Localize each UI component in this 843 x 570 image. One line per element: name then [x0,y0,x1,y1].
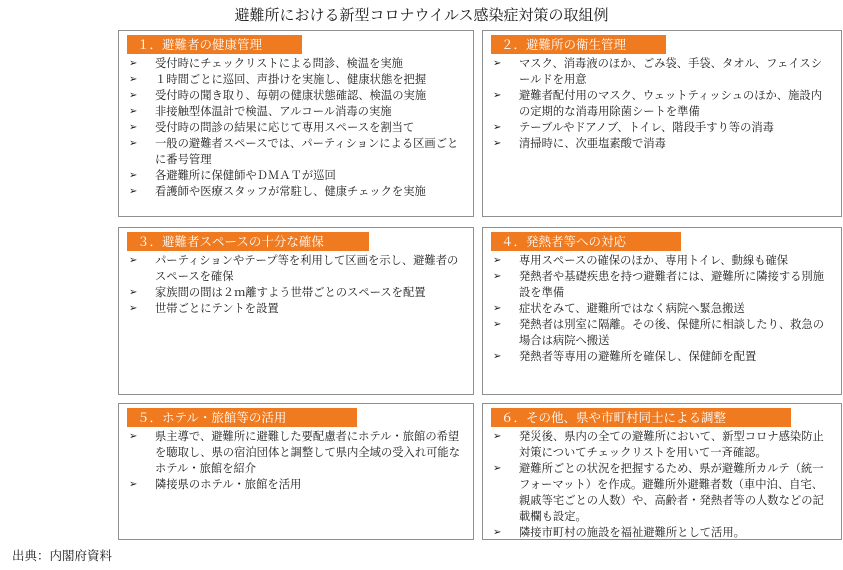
list-item-text: 受付時の問診の結果に応じて専用スペースを割当て [155,121,415,134]
list-item [129,136,465,168]
list-item [493,56,833,88]
list-item [493,88,833,120]
list-item-text: 隣接県のホテル・旅館を活用 [155,478,302,491]
list-item [129,88,465,104]
panel-heading: ４．発熱者等への対応 [491,232,681,251]
panel-space-securing [118,227,474,395]
list-item [129,477,465,493]
list-item [493,269,833,301]
list-item [493,120,833,136]
list-item-text: 発熱者等専用の避難所を確保し、保健師を配置 [519,350,757,363]
list-item [493,525,833,540]
list-item-text: パーティションやテープ等を利用して区画を示し、避難者のスペースを確保 [155,254,459,283]
arrow-bullet-icon: ➢ [129,58,138,69]
bullet-list [129,253,465,317]
arrow-bullet-icon: ➢ [129,74,138,85]
arrow-bullet-icon: ➢ [493,319,502,330]
list-item-text: １時間ごとに巡回、声掛けを実施し、健康状態を把握 [155,73,427,86]
list-item [129,104,465,120]
list-item-text: 受付時の聞き取り、毎朝の健康状態確認、検温の実施 [155,89,427,102]
arrow-bullet-icon: ➢ [493,527,502,538]
list-item [129,120,465,136]
arrow-bullet-icon: ➢ [129,90,138,101]
list-item-text: マスク、消毒液のほか、ごみ袋、手袋、タオル、フェイスシールドを用意 [519,57,822,86]
arrow-bullet-icon: ➢ [129,431,138,442]
source-note: 出典：内閣府資料 [12,548,113,563]
bullet-list [493,429,833,540]
panel-heading: ３．避難者スペースの十分な確保 [127,232,369,251]
arrow-bullet-icon: ➢ [129,186,138,197]
panel-heading: １．避難者の健康管理 [127,35,302,54]
list-item-text: 避難所ごとの状況を把握するため、県が避難所カルテ（統一フォーマット）を作成。避難所外避難者数（車中泊、自宅、親戚等宅ごとの人数）や、高齢者・発熱者等の人数などの記載欄も設定。 [519,462,824,523]
panel-hygiene-management [482,30,842,217]
list-item [129,168,465,184]
arrow-bullet-icon: ➢ [493,463,502,474]
list-item [493,317,833,349]
arrow-bullet-icon: ➢ [129,138,138,149]
list-item-text: 一般の避難者スペースでは、パーティションによる区画ごとに番号管理 [155,137,459,166]
arrow-bullet-icon: ➢ [493,122,502,133]
list-item-text: 専用スペースの確保のほか、専用トイレ、動線も確保 [519,254,789,267]
list-item [493,461,833,525]
list-item-text: テーブルやドアノブ、トイレ、階段手すり等の消毒 [519,121,774,134]
list-item [129,285,465,301]
list-item-text: 発災後、県内の全ての避難所において、新型コロナ感染防止対策についてチェックリストを用いて一斉確認。 [519,430,824,459]
list-item-text: 受付時にチェックリストによる問診、検温を実施 [155,57,403,70]
bullet-list [129,56,465,200]
arrow-bullet-icon: ➢ [493,58,502,69]
arrow-bullet-icon: ➢ [493,303,502,314]
panel-heading: ２．避難所の衛生管理 [491,35,666,54]
arrow-bullet-icon: ➢ [129,303,138,314]
arrow-bullet-icon: ➢ [129,479,138,490]
panel-coordination [482,403,842,540]
list-item [493,136,833,152]
panel-fever-response [482,227,842,395]
list-item [493,429,833,461]
arrow-bullet-icon: ➢ [493,138,502,149]
list-item-text: 避難者配付用のマスク、ウェットティッシュのほか、施設内の定期的な消毒用除菌シートを準備 [519,89,822,118]
list-item [129,301,465,317]
arrow-bullet-icon: ➢ [129,106,138,117]
list-item-text: 世帯ごとにテントを設置 [155,302,279,315]
list-item-text: 非接触型体温計で検温、アルコール消毒の実施 [155,105,392,118]
page-title: 避難所における新型コロナウイルス感染症対策の取組例 [234,6,609,24]
bullet-list [129,429,465,493]
arrow-bullet-icon: ➢ [493,255,502,266]
list-item [129,72,465,88]
list-item-text: 看護師や医療スタッフが常駐し、健康チェックを実施 [155,185,426,198]
list-item-text: 発熱者は別室に隔離。その後、保健所に相談したり、救急の場合は病院へ搬送 [519,318,825,347]
list-item-text: 各避難所に保健師やＤＭＡＴが巡回 [155,169,336,182]
list-item-text: 県主導で、避難所に避難した要配慮者にホテル・旅館の希望を聴取し、県の宿泊団体と調整して県内全域の受入れ可能なホテル・旅館を紹介 [155,430,461,475]
list-item [129,184,465,200]
arrow-bullet-icon: ➢ [493,431,502,442]
arrow-bullet-icon: ➢ [493,271,502,282]
list-item [493,301,833,317]
bullet-list [493,253,833,365]
panel-health-management [118,30,474,217]
list-item-text: 清掃時に、次亜塩素酸で消毒 [519,137,666,150]
panel-hotel-usage [118,403,474,540]
panel-heading: ６．その他、県や市町村同士による調整 [491,408,791,427]
arrow-bullet-icon: ➢ [493,351,502,362]
list-item-text: 家族間の間は２ｍ離すよう世帯ごとのスペースを配置 [155,286,426,299]
list-item-text: 症状をみて、避難所ではなく病院へ緊急搬送 [519,302,745,315]
list-item-text: 発熱者や基礎疾患を持つ避難者には、避難所に隣接する別施設を準備 [519,270,825,299]
arrow-bullet-icon: ➢ [493,90,502,101]
arrow-bullet-icon: ➢ [129,170,138,181]
arrow-bullet-icon: ➢ [129,122,138,133]
list-item [129,56,465,72]
bullet-list [493,56,833,152]
arrow-bullet-icon: ➢ [129,287,138,298]
arrow-bullet-icon: ➢ [129,255,138,266]
list-item [129,429,465,477]
list-item [129,253,465,285]
panel-heading: ５．ホテル・旅館等の活用 [127,408,357,427]
list-item [493,253,833,269]
list-item [493,349,833,365]
list-item-text: 隣接市町村の施設を福祉避難所として活用。 [519,526,745,539]
